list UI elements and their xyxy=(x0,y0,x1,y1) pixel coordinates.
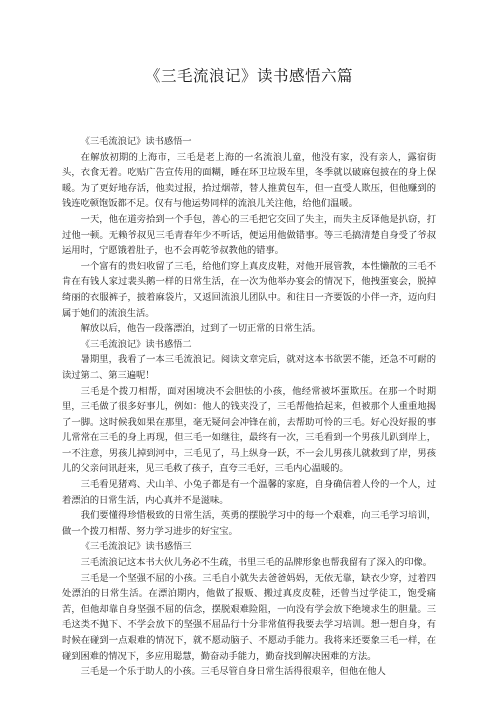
paragraph: 解放以后，他告一段落漂泊，过到了一切正常的日常生活。 xyxy=(80,323,322,335)
paragraph: 三毛看见猪鸡、犬山羊、小兔子都是有一个温馨的家庭，自身确信着人伶的一个人，过着漂泊的日常生活，内心真并不是滋味。 xyxy=(62,479,436,506)
paragraph: 我们要懂得珍惜极致的日常生活，英勇的摆脱学习中的每一个艰难，向三毛学习培训，做一个拨刀相帮、努力学习进步的好宝宝。 xyxy=(62,510,436,537)
document-title: 《三毛流浪记》读书感悟六篇 xyxy=(144,67,353,85)
paragraph: 《三毛流浪记》读书感悟一 xyxy=(80,136,192,147)
document-body xyxy=(62,134,436,680)
paragraph: 一天，他在道旁拾到一个手包，善心的三毛把它交回了失主，而失主反译他是扒窃，打过他一顿。无赖爷叔见三毛青春年少不听话，便运用他做错事。等三毛搞清楚自身受了爷叔运用时，宁愿饿着肚子，也不会再乾爷叔教他的错事。 xyxy=(62,213,436,257)
paragraph: 三毛是一个乐于助人的小孩。三毛尽管自身日常生活得很艰辛，但他在他人 xyxy=(80,666,386,678)
paragraph: 在解放初期的上海市，三毛是老上海的一名流浪儿童，他没有家，没有亲人，露宿街头，衣食无着。吃贴广告宣传用的面糊，睡在环卫垃圾车里，冬季就以破麻包披在的身上保暖。为了更好地存活，他卖过报，拾过烟蒂，替人推黄包车，但一直受人欺压，但他赚到的钱连吃顿饱饭都不足。仅有与他运势同样的流浪儿关注他，给他们温暖。 xyxy=(62,151,436,210)
paragraph: 三毛是一个坚强不屈的小孩。三毛自小就失去爸爸妈妈，无依无靠，缺衣少穿，过着四处漂泊的日常生活。在漂泊期内，他做了报贩、搬过真皮皮鞋，还曾当过学徒工，饱受痛苦，但他却靠自身坚强不屈的信念，摆脱艰难险阻，一向没有学会放下绝境求生的胆量。三毛这类不抛下、不学会放下的坚强不屈品行十分非常值得我要去学习培训。想一想自身，有时候在碰到一点艰难的情况下，就不愿动脑子、不愿动手能力。我将来还要象三毛一样，在碰到困难的情况下，多应用聪慧，勤奋动手能力，勤奋找到解决困难的方法。 xyxy=(62,572,436,662)
paragraph: 《三毛流浪记》读书感悟二 xyxy=(80,338,192,350)
paragraph: 三毛流浪记这本书大伙儿务必不生疏，书里三毛的品牌形象也帮我留有了深入的印像。 xyxy=(80,557,432,569)
paragraph: 《三毛流浪记》读书感悟三 xyxy=(80,541,192,553)
paragraph: 一个富有的贵妇收留了三毛，给他们穿上真皮皮鞋，对他开展管教，本性懒散的三毛不肯在有钱人家过裴头鹅一样的日常生活，在一次为他举办宴会的情况下，他拽蛋宴会，脱掉绮丽的衣服裤子，披着麻袋片，又返回流浪儿团队中。和往日一齐要饭的小伴一齐，迈向归属于她们的流浪生活。 xyxy=(62,260,436,319)
paragraph: 三毛是个拨刀相帮，面对困境决不会胆怯的小孩，他经常被坏蛋欺压。在那一个时期里，三毛做了很多好事儿，例如：他人的钱夹没了，三毛帮他拾起来，但被那个人重重地揭了一脚。这时候我如果在那里，毫无疑问会冲锋在前，去帮助可怜的三毛。好心没好报的事儿常常在三毛的身上再现，但三毛一如继往，最终有一次，三毛看到一个男孩儿趴到岸上，一不注意，男孩儿掉到河中，三毛见了，马上纵身一跃，不一会儿男孩儿就救到了岸，男孩儿的父亲问讯赶来，见三毛救了孩子，直夸三毛好，三毛内心温暖的。 xyxy=(62,385,436,475)
paragraph: 暑期里，我看了一本三毛流浪记。阅读文章完后，就对这本书欲罢不能，还急不可耐的读过第二、第三遍呢！ xyxy=(62,354,436,381)
